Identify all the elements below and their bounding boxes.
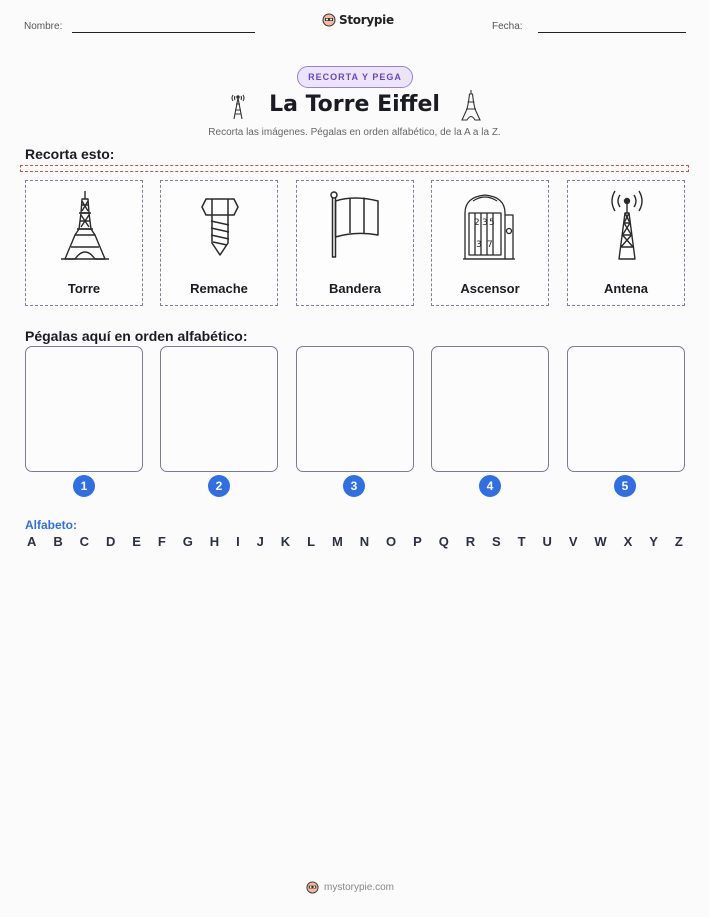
alphabet-letter: C: [79, 534, 90, 549]
brand-name: Storypie: [339, 13, 394, 27]
alphabet-letter: A: [27, 534, 37, 549]
storypie-mascot-icon: [322, 13, 336, 27]
card-label: Bandera: [328, 281, 382, 296]
slot-number-badge: 5: [614, 475, 636, 497]
alphabet-letter: H: [209, 534, 220, 549]
footer: [306, 881, 394, 894]
date-label: Fecha:: [492, 21, 523, 32]
svg-text:7: 7: [487, 240, 493, 250]
cutout-card-torre[interactable]: [25, 180, 143, 306]
paste-slot-1[interactable]: [25, 346, 143, 472]
alphabet-letter: Q: [438, 534, 449, 549]
flag-icon: [326, 189, 386, 261]
eiffel-tower-icon: [55, 189, 115, 261]
svg-text:5: 5: [489, 218, 495, 228]
alphabet-letter: Y: [649, 534, 658, 549]
footer-url: mystorypie.com: [324, 882, 395, 893]
alphabet-letter: D: [105, 534, 116, 549]
alphabet-letter: B: [53, 534, 63, 549]
instructions: Recorta las imágenes. Pégalas en orden alfabético, de la A a la Z.: [208, 127, 501, 138]
rivet-icon: [190, 189, 250, 261]
alphabet-letter: V: [568, 534, 578, 549]
alphabet-letter: S: [492, 534, 501, 549]
name-field[interactable]: [72, 32, 255, 33]
alphabet-letter: T: [517, 534, 526, 549]
alphabet-letter: Z: [674, 534, 683, 549]
alphabet-letter: X: [623, 534, 633, 549]
card-label: Antena: [603, 281, 649, 296]
alphabet-letter: P: [413, 534, 422, 549]
cutout-card-bandera[interactable]: [296, 180, 414, 306]
paste-slot-2[interactable]: [160, 346, 278, 472]
paste-heading: Pégalas aquí en orden alfabético:: [25, 328, 248, 344]
slot-number-badge: 4: [479, 475, 501, 497]
svg-text:3: 3: [476, 240, 482, 250]
alphabet-letter: L: [307, 534, 316, 549]
brand-logo: [322, 13, 394, 27]
date-field[interactable]: [538, 32, 686, 33]
paste-slot-4[interactable]: [431, 346, 549, 472]
name-label: Nombre:: [24, 21, 63, 32]
slot-number-badge: 3: [343, 475, 365, 497]
svg-text:2: 2: [474, 218, 480, 228]
page-title: La Torre Eiffel: [269, 92, 440, 117]
alphabet-letter: I: [236, 534, 240, 549]
alphabet-letter: R: [465, 534, 476, 549]
alphabet-letter: U: [542, 534, 552, 549]
cut-line: [20, 165, 689, 172]
antenna-icon: [597, 189, 657, 261]
alphabet-letter: K: [280, 534, 291, 549]
storypie-mascot-icon: [306, 881, 319, 894]
alphabet-row: [27, 534, 683, 549]
card-label: Torre: [67, 281, 101, 296]
alphabet-letter: N: [359, 534, 370, 549]
cutout-card-remache[interactable]: [160, 180, 278, 306]
paste-slot-3[interactable]: [296, 346, 414, 472]
cutout-card-ascensor[interactable]: [431, 180, 549, 306]
alphabet-letter: M: [331, 534, 343, 549]
svg-text:3: 3: [482, 218, 488, 228]
activity-badge: RECORTA Y PEGA: [297, 66, 413, 88]
card-label: Remache: [190, 281, 248, 296]
slot-number-badge: 1: [73, 475, 95, 497]
alphabet-letter: J: [256, 534, 264, 549]
alphabet-letter: W: [594, 534, 607, 549]
card-label: Ascensor: [460, 281, 520, 296]
slot-number-badge: 2: [208, 475, 230, 497]
elevator-icon: [461, 189, 521, 261]
eiffel-tower-icon: [460, 89, 482, 121]
alphabet-heading: Alfabeto:: [25, 518, 77, 532]
alphabet-letter: G: [182, 534, 193, 549]
alphabet-letter: E: [132, 534, 141, 549]
cutout-card-antena[interactable]: [567, 180, 685, 306]
alphabet-letter: F: [157, 534, 166, 549]
cut-heading: Recorta esto:: [25, 146, 115, 162]
paste-slot-5[interactable]: [567, 346, 685, 472]
alphabet-letter: O: [386, 534, 397, 549]
